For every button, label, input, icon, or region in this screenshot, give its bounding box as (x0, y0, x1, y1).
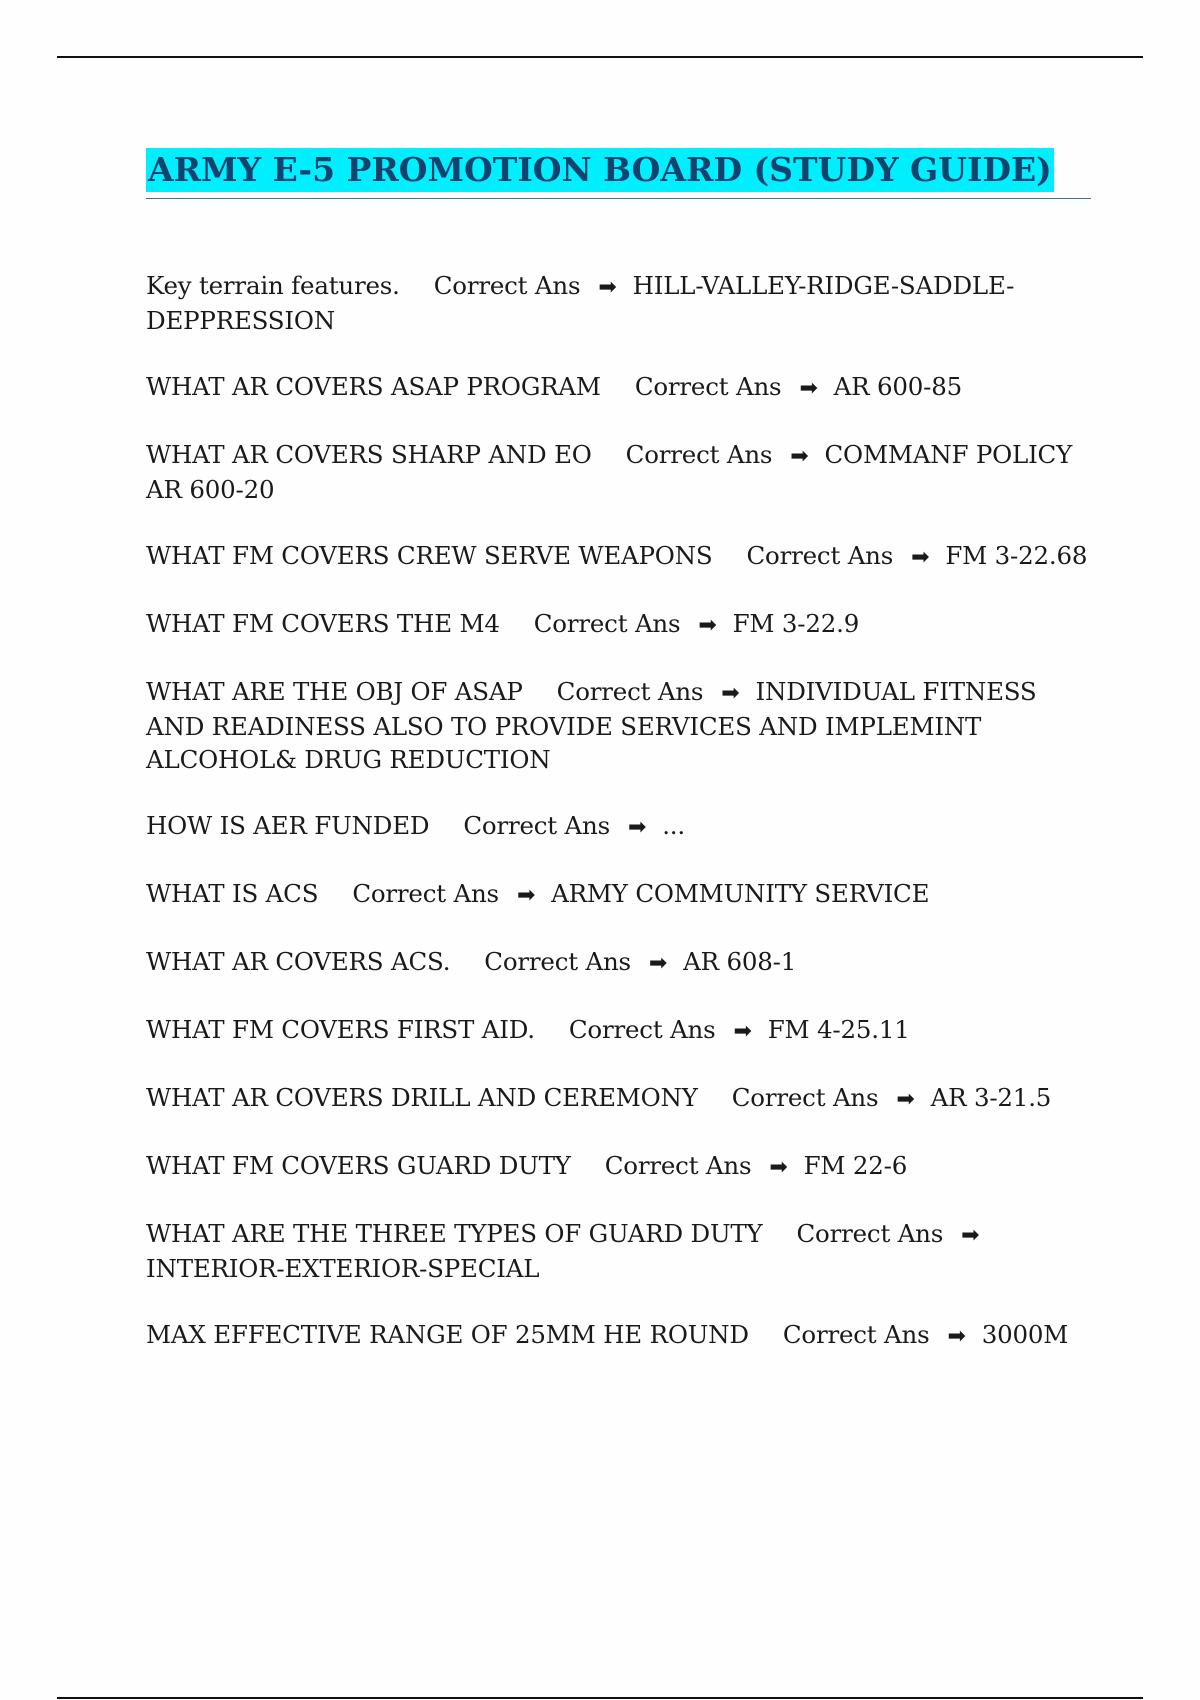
correct-ans-label: Correct Ans (634, 372, 782, 401)
answer-text: ARMY COMMUNITY SERVICE (551, 879, 930, 908)
right-arrow-icon: ➡ (721, 681, 740, 706)
question-text: MAX EFFECTIVE RANGE OF 25MM HE ROUND (146, 1320, 749, 1349)
correct-ans-label: Correct Ans (731, 1083, 879, 1112)
right-arrow-icon: ➡ (733, 1019, 752, 1044)
correct-ans-label: Correct Ans (604, 1151, 752, 1180)
title-block (146, 148, 1091, 199)
correct-ans-label: Correct Ans (463, 811, 610, 840)
correct-ans-label: Correct Ans (433, 271, 581, 300)
answer-text: INDIVIDUAL FITNESS AND READINESS ALSO TO PROVIDE SERVICES AND IMPLEMINT ALCOHOL& DRUG REDUCTION (146, 677, 1037, 774)
qa-entry (146, 877, 1091, 912)
right-arrow-icon: ➡ (799, 376, 818, 401)
answer-text: FM 22-6 (803, 1151, 908, 1180)
right-arrow-icon: ➡ (516, 883, 536, 908)
answer-text: ... (662, 811, 685, 840)
question-text: WHAT IS ACS (146, 879, 319, 908)
qa-entry (146, 1318, 1091, 1353)
correct-ans-label: Correct Ans (352, 879, 499, 908)
right-arrow-icon: ➡ (911, 545, 930, 570)
question-text: WHAT AR COVERS ASAP PROGRAM (146, 372, 601, 401)
answer-text: FM 3-22.68 (945, 541, 1088, 570)
answer-text: AR 608-1 (683, 947, 797, 976)
right-arrow-icon: ➡ (598, 275, 617, 300)
qa-entry (146, 607, 1091, 642)
right-arrow-icon: ➡ (769, 1155, 788, 1180)
correct-ans-label: Correct Ans (568, 1015, 716, 1044)
question-text: WHAT AR COVERS ACS. (146, 947, 451, 976)
right-arrow-icon: ➡ (790, 444, 809, 469)
right-arrow-icon: ➡ (648, 951, 668, 976)
question-text: WHAT FM COVERS THE M4 (146, 609, 500, 638)
answer-text: INTERIOR-EXTERIOR-SPECIAL (146, 1254, 540, 1283)
correct-ans-label: Correct Ans (484, 947, 631, 976)
qa-entry (146, 945, 1091, 980)
question-text: WHAT AR COVERS SHARP AND EO (146, 440, 592, 469)
correct-ans-label: Correct Ans (533, 609, 681, 638)
qa-entry (146, 675, 1091, 776)
document-body (146, 148, 1091, 1386)
question-text: WHAT FM COVERS CREW SERVE WEAPONS (146, 541, 713, 570)
answer-text: COMMANF POLICY AR 600-20 (146, 440, 1073, 504)
right-arrow-icon: ➡ (627, 815, 647, 840)
right-arrow-icon: ➡ (961, 1223, 980, 1248)
question-text: WHAT FM COVERS GUARD DUTY (146, 1151, 571, 1180)
correct-ans-label: Correct Ans (556, 677, 704, 706)
question-text: HOW IS AER FUNDED (146, 811, 430, 840)
qa-entry (146, 539, 1091, 574)
answer-text: FM 4-25.11 (767, 1015, 910, 1044)
question-text: WHAT FM COVERS FIRST AID. (146, 1015, 535, 1044)
question-text: WHAT AR COVERS DRILL AND CEREMONY (146, 1083, 698, 1112)
page-top-rule (57, 56, 1143, 58)
answer-text: AR 600-85 (833, 372, 963, 401)
right-arrow-icon: ➡ (698, 613, 717, 638)
qa-entry (146, 438, 1091, 506)
question-text: WHAT ARE THE OBJ OF ASAP (146, 677, 523, 706)
qa-list (146, 269, 1091, 1353)
document-title: ARMY E-5 PROMOTION BOARD (STUDY GUIDE) (146, 148, 1054, 192)
qa-entry (146, 809, 1091, 844)
qa-entry (146, 269, 1091, 337)
correct-ans-label: Correct Ans (796, 1219, 944, 1248)
qa-entry (146, 1013, 1091, 1048)
correct-ans-label: Correct Ans (625, 440, 773, 469)
correct-ans-label: Correct Ans (746, 541, 894, 570)
correct-ans-label: Correct Ans (782, 1320, 930, 1349)
answer-text: HILL-VALLEY-RIDGE-SADDLE-DEPPRESSION (146, 271, 1015, 335)
right-arrow-icon: ➡ (896, 1087, 915, 1112)
right-arrow-icon: ➡ (947, 1324, 966, 1349)
qa-entry (146, 1081, 1091, 1116)
qa-entry (146, 1217, 1091, 1285)
answer-text: AR 3-21.5 (930, 1083, 1052, 1112)
question-text: Key terrain features. (146, 271, 400, 300)
answer-text: 3000M (981, 1320, 1069, 1349)
answer-text: FM 3-22.9 (732, 609, 860, 638)
question-text: WHAT ARE THE THREE TYPES OF GUARD DUTY (146, 1219, 763, 1248)
page-bottom-rule (57, 1697, 1143, 1699)
qa-entry (146, 1149, 1091, 1184)
qa-entry (146, 370, 1091, 405)
